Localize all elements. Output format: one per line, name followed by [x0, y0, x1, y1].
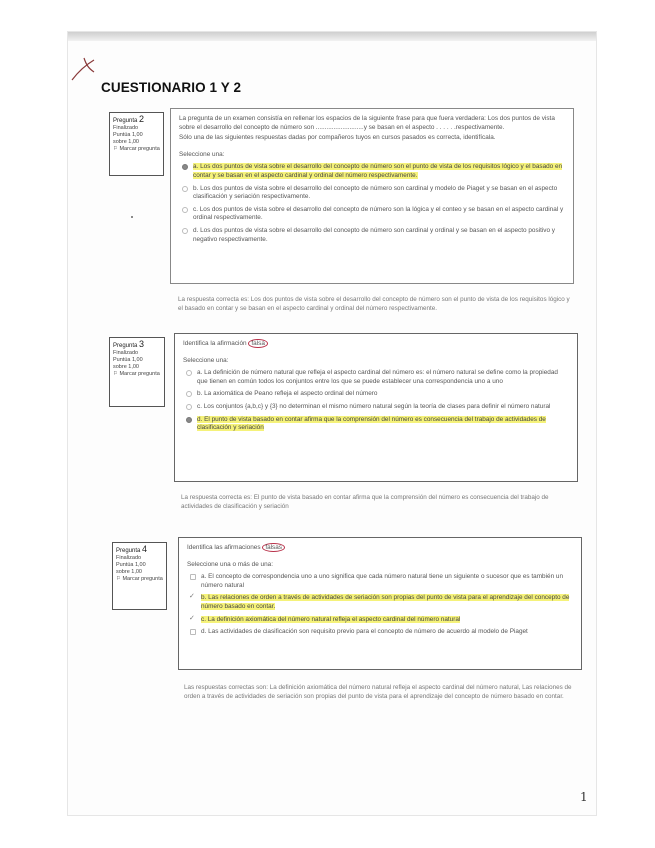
radio-button[interactable] — [182, 207, 188, 213]
question-number — [113, 116, 160, 125]
flag-label: Marcar pregunta — [119, 146, 160, 152]
select-instruction: Seleccione una: — [179, 150, 225, 158]
radio-button[interactable] — [186, 391, 192, 397]
checkbox[interactable] — [190, 574, 196, 580]
flag-question-link[interactable] — [113, 146, 160, 153]
select-instruction: Seleccione una o más de una: — [187, 560, 273, 568]
flag-icon: ⚐ — [116, 576, 121, 582]
question-score: Puntúa 1,00 — [113, 132, 143, 138]
flag-question-link[interactable] — [116, 576, 163, 583]
question-info-3 — [109, 337, 165, 407]
question-number — [116, 546, 163, 555]
answer-option-b[interactable] — [187, 594, 573, 611]
option-text: b. Los dos puntos de vista sobre el desarrollo del concepto de número son cardinal y modelo de Piaget y se basan en el aspecto clasificación y seriación respectivamente. — [193, 184, 558, 201]
question-label: Pregunta — [116, 548, 141, 554]
question-number-value: 4 — [142, 544, 148, 554]
question-info-4 — [112, 542, 167, 610]
question-number — [113, 341, 161, 350]
answer-option-a[interactable] — [187, 573, 573, 590]
radio-button[interactable] — [182, 228, 188, 234]
question-label: Pregunta — [113, 118, 138, 124]
question-box-3 — [174, 333, 578, 482]
option-text: c. Los dos puntos de vista sobre el desarrollo del concepto de número son la lógica y el conteo y se basan en el aspecto cardinal y ordinal respectivamente. — [193, 205, 564, 222]
checkmark-icon[interactable]: ✓ — [189, 614, 195, 622]
radio-selected[interactable] — [186, 417, 192, 423]
option-text: d. Los dos puntos de vista sobre el desarrollo del concepto de número son cardinal y ordinal y se basan en el aspecto positivo y negativo respectivamente. — [193, 226, 555, 243]
question-prompt — [183, 340, 569, 349]
flag-label: Marcar pregunta — [122, 576, 163, 582]
option-text: a. Los dos puntos de vista sobre el desarrollo del concepto de número son el punto de vista de los requisitos lógico y el basado en contar y se basan en el aspecto cardinal y ordinal del número respectivamente. — [193, 163, 563, 179]
question-info-2 — [109, 112, 164, 176]
radio-button[interactable] — [186, 370, 192, 376]
question-number-value: 3 — [139, 339, 145, 349]
question-score-max: sobre 1,00 — [113, 364, 139, 370]
option-text: d. Las actividades de clasificación son requisito previo para el concepto de número de acuerdo al modelo de Piaget — [201, 628, 528, 636]
option-text: b. La axiomática de Peano refleja el aspecto ordinal del número — [197, 390, 378, 398]
page-top-shadow — [68, 32, 596, 41]
radio-button[interactable] — [182, 186, 188, 192]
option-text: d. El punto de vista basado en contar afirma que la comprensión del número es consecuencia del trabajo de actividades de clasificación y seriación — [197, 415, 546, 432]
flag-icon: ⚐ — [113, 146, 118, 152]
flag-icon: ⚐ — [113, 371, 118, 377]
page-title: CUESTIONARIO 1 Y 2 — [101, 80, 242, 95]
option-text: c. La definición axiomática del número natural refleja el aspecto cardinal del número natural — [201, 615, 461, 623]
question-box-2 — [170, 108, 574, 284]
option-text: c. Los conjuntos {a,b,c} y {3} no determinan el mismo número natural según la teoría de clases para definir el número natural — [197, 402, 551, 410]
question-score: Puntúa 1,00 — [113, 357, 143, 363]
correct-answers-feedback: Las respuestas correctas son: La definición axiomática del número natural refleja el aspecto cardinal del número natural, Las relaciones de orden a través de actividades de seriación son propias del punto de vista para el aprendizaje del concepto de número basado en contar. — [184, 684, 572, 700]
question-status: Finalizado — [113, 125, 139, 131]
correct-answer-feedback: La respuesta correcta es: El punto de vista basado en contar afirma que la comprensión del número es consecuencia del trabajo de actividades de clasificación y seriación — [181, 494, 549, 510]
question-prompt-note: Sólo una de las siguientes respuestas dadas por compañeros tuyos en cursos pasados es correcta, identifícala. — [179, 134, 496, 142]
answer-option-c[interactable] — [187, 616, 573, 625]
option-text: b. Las relaciones de orden a través de actividades de seriación son propias del punto de vista para el aprendizaje del concepto de número basado en contar. — [201, 594, 570, 610]
option-text: a. El concepto de correspondencia uno a uno significa que cada número natural tiene un siguiente o sucesor que es también un número natural — [201, 573, 564, 589]
question-number-value: 2 — [139, 114, 145, 124]
prompt-text: Identifica las afirmaciones — [187, 544, 261, 551]
correct-answer-feedback: La respuesta correcta es: Los dos puntos de vista sobre el desarrollo del concepto de número son el punto de vista de los requisitos lógico y el basado en contar y se basan en el aspecto cardinal y ordinal del número respectivamente. — [178, 296, 570, 312]
flag-question-link[interactable] — [113, 371, 161, 378]
answer-option-d[interactable] — [179, 227, 565, 244]
question-status: Finalizado — [113, 350, 139, 356]
circled-keyword: falsa — [248, 339, 268, 348]
answer-option-a[interactable] — [179, 163, 565, 180]
page-number: 1 — [580, 790, 588, 804]
radio-selected[interactable] — [182, 164, 188, 170]
circled-keyword: falsas — [262, 543, 285, 552]
answer-option-c[interactable] — [179, 206, 565, 223]
flag-label: Marcar pregunta — [119, 371, 160, 377]
answer-option-c[interactable] — [183, 403, 569, 412]
answer-option-b[interactable] — [179, 185, 565, 202]
prompt-text: Identifica la afirmación — [183, 340, 247, 347]
pen-scribble-mark — [70, 54, 104, 84]
question-score-max: sobre 1,00 — [113, 139, 139, 145]
answer-option-b[interactable] — [183, 390, 569, 399]
answer-option-d[interactable] — [183, 416, 569, 433]
question-status: Finalizado — [116, 555, 142, 561]
question-prompt: La pregunta de un examen consistía en rellenar los espacios de la siguiente frase para que fuera verdadera: Los dos puntos de vista sobre el desarrollo del concepto de número son ...........................y se basan en el aspecto . . . . . .respectivamente. — [179, 115, 555, 131]
question-score: Puntúa 1,00 — [116, 562, 146, 568]
answer-option-d[interactable] — [187, 628, 573, 637]
select-instruction: Seleccione una: — [183, 356, 229, 364]
question-score-max: sobre 1,00 — [116, 569, 142, 575]
answer-option-a[interactable] — [183, 369, 569, 386]
question-label: Pregunta — [113, 343, 138, 349]
option-text: a. La definición de número natural que refleja el aspecto cardinal del número es: el número natural se define como la propiedad que tienen en común todos los conjuntos entre los que se puede establecer una correspondencia uno a uno — [197, 369, 558, 385]
stray-dot — [131, 216, 133, 218]
question-box-4 — [178, 537, 582, 670]
radio-button[interactable] — [186, 404, 192, 410]
checkbox[interactable] — [190, 629, 196, 635]
checkmark-icon[interactable]: ✓ — [189, 593, 195, 601]
question-prompt — [187, 544, 573, 553]
